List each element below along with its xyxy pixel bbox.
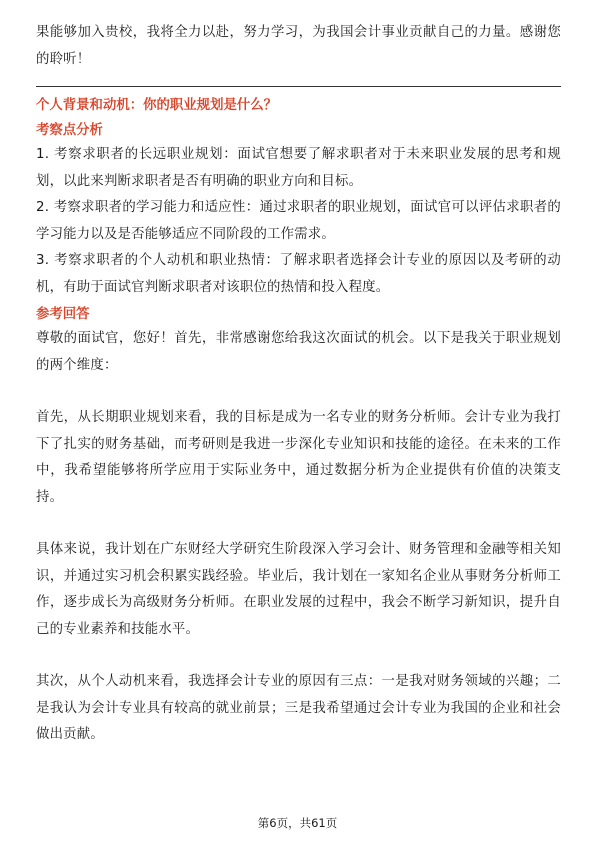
answer-paragraph-4: 其次，从个人动机来看，我选择会计专业的原因有三点：一是我对财务领域的兴趣；二是我认为会计专业具有较高的就业前景；三是我希望通过会计专业为我国的企业和社会做出贡献。	[36, 674, 561, 742]
paragraph-gap	[36, 643, 561, 669]
answer-title: 参考回答	[36, 307, 90, 322]
page-content	[36, 20, 561, 749]
paragraph-gap	[36, 511, 561, 537]
analysis-item-1: 1. 考察求职者的长远职业规划：面试官想要了解求职者对于未来职业发展的思考和规划，以此来判断求职者是否有明确的职业方向和目标。	[36, 147, 561, 189]
question-heading: 个人背景和动机：你的职业规划是什么？	[36, 98, 278, 113]
page-footer: 第6页，共61页	[257, 816, 338, 830]
intro-paragraph: 果能够加入贵校，我将全力以赴，努力学习，为我国会计事业贡献自己的力量。感谢您的聆听！	[36, 25, 561, 67]
answer-paragraph-1: 尊敬的面试官，您好！首先，非常感谢您给我这次面试的机会。以下是我关于职业规划的两个维度：	[36, 331, 561, 373]
answer-paragraph-3: 具体来说，我计划在广东财经大学研究生阶段深入学习会计、财务管理和金融等相关知识，并通过实习机会积累实践经验。毕业后，我计划在一家知名企业从事财务分析师工作，逐步成长为高级财务分析师。在职业发展的过程中，我会不断学习新知识，提升自己的专业素养和技能水平。	[36, 542, 561, 637]
answer-paragraph-2: 首先，从长期职业规划来看，我的目标是成为一名专业的财务分析师。会计专业为我打下了扎实的财务基础，而考研则是我进一步深化专业知识和技能的途径。在未来的工作中，我希望能够将所学应用于实际业务中，通过数据分析为企业提供有价值的决策支持。	[36, 410, 561, 505]
paragraph-gap	[36, 379, 561, 405]
analysis-item-3: 3. 考察求职者的个人动机和职业热情：了解求职者选择会计专业的原因以及考研的动机，有助于面试官判断求职者对该职位的热情和投入程度。	[36, 253, 561, 295]
analysis-title: 考察点分析	[36, 123, 103, 138]
analysis-item-2: 2. 考察求职者的学习能力和适应性：通过求职者的职业规划，面试官可以评估求职者的学习能力以及是否能够适应不同阶段的工作需求。	[36, 200, 561, 242]
section-divider	[36, 86, 561, 87]
